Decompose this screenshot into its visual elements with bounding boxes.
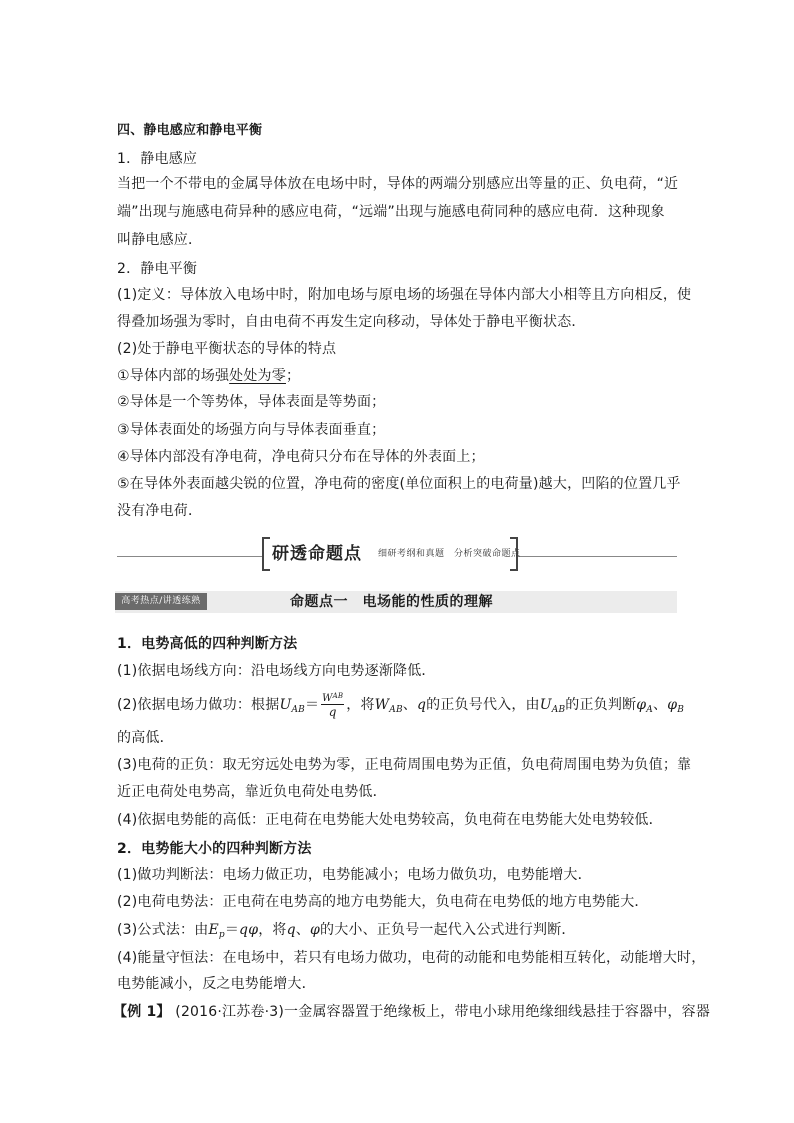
formula-subscript: AB (389, 705, 403, 715)
method-text: ，将 (258, 922, 287, 938)
method-text: 的大小、正负号一起代入公式进行判断． (320, 922, 576, 938)
paragraph-line: (1)定义：导体放入电场中时，附加电场与原电场的场强在导体内部大小相等且方向相反，使 (117, 287, 692, 303)
banner-bracket-left (262, 537, 270, 571)
topic-title: 命题点一 电场能的性质的理解 (290, 594, 493, 610)
formula-symbol: U (279, 697, 292, 713)
formula-symbol: E (208, 922, 219, 938)
formula-subscript: A (646, 705, 653, 715)
formula-subscript: B (677, 705, 685, 715)
method-item: 近正电荷处电势高，靠近负电荷处电势低． (117, 784, 387, 800)
example-line (113, 1001, 710, 1023)
banner-title: 研透命题点 (272, 544, 362, 564)
feature-text: ； (285, 368, 301, 384)
feature-item: 没有净电荷． (117, 503, 203, 519)
method-item: 电势能减小，反之电势能增大． (117, 976, 316, 992)
feature-item: ③导体表面处的场强方向与导体表面垂直； (117, 422, 386, 438)
method-item: 的高低． (117, 730, 174, 746)
method-text: (3)公式法：由 (117, 922, 209, 938)
example-source: (2016·江苏卷·3) (175, 1004, 285, 1020)
formula-superscript: AB (332, 692, 344, 700)
method-text: 的正负判断 (565, 697, 637, 713)
banner-rule-left (117, 556, 262, 557)
feature-text: ①导体内部的场强 (117, 368, 230, 384)
formula-symbol: φ (667, 697, 678, 713)
method-text: 、 (652, 697, 668, 713)
banner-rule-right (518, 556, 677, 557)
method-text: 、 (402, 697, 417, 713)
subsection-title: 1．静电感应 (117, 151, 198, 167)
formula-symbol: φ (309, 922, 320, 938)
subsection-title: 2．静电平衡 (117, 261, 198, 277)
method-item: (1)做功判断法：电场力做正功，电势能减小；电场力做负功，电势能增大． (117, 867, 592, 883)
method-text: 的正负号代入，由 (426, 697, 540, 713)
formula-equals: ＝ (224, 922, 240, 938)
section-heading: 四、静电感应和静电平衡 (117, 123, 263, 138)
method-item: (3)电荷的正负：取无穷远处电势为零，正电荷周围电势为正值，负电荷周围电势为负值；靠 (117, 757, 692, 773)
topic-tag: 高考热点/讲透练熟 (115, 593, 207, 610)
formula-symbol: φ (636, 697, 647, 713)
features-title: (2)处于静电平衡状态的导体的特点 (117, 341, 337, 357)
example-text: 一金属容器置于绝缘板上，带电小球用绝缘细线悬挂于容器中，容器 (284, 1004, 711, 1020)
formula-subscript: AB (551, 705, 566, 715)
paragraph-line: 端”出现与施感电荷异种的感应电荷，“远端”出现与施感电荷同种的感应电荷．这种现象 (117, 204, 665, 220)
method-group-title: 2．电势能大小的四种判断方法 (117, 841, 312, 857)
fraction-numerator (321, 691, 344, 705)
method-text: (2)依据电场力做功：根据 (117, 697, 280, 713)
paragraph-line: 得叠加场强为零时，自由电荷不再发生定向移动，导体处于静电平衡状态． (117, 314, 586, 330)
fraction (321, 691, 344, 719)
formula-symbol: U (539, 697, 552, 713)
formula-symbol: q (416, 697, 427, 713)
feature-item (117, 365, 300, 387)
formula-subscript: p (218, 930, 225, 940)
method-item: (1)依据电场线方向：沿电场线方向电势逐渐降低． (117, 663, 436, 679)
feature-item: ②导体是一个等势体，导体表面是等势面； (117, 394, 386, 410)
feature-item: ⑤在导体外表面越尖锐的位置，净电荷的密度(单位面积上的电荷量)越大，凹陷的位置几乎 (117, 476, 681, 492)
method-item: (2)电荷电势法：正电荷在电势高的地方电势能大，负电荷在电势低的地方电势能大． (117, 894, 649, 910)
paragraph-line: 叫静电感应． (117, 232, 203, 248)
formula-symbol: q (286, 922, 296, 938)
paragraph-line: 当把一个不带电的金属导体放在电场中时，导体的两端分别感应出等量的正、负电荷，“近 (117, 176, 679, 192)
formula-subscript: AB (291, 705, 305, 715)
method-item: (4)能量守恒法：在电场中，若只有电场力做功，电荷的动能和电势能相互转化，动能增大时， (117, 950, 706, 966)
formula-symbol: W (374, 697, 390, 713)
formula-symbol: qφ (239, 922, 259, 938)
formula-equals: ＝ (304, 697, 320, 713)
method-item (117, 690, 684, 725)
method-group-title: 1．电势高低的四种判断方法 (117, 636, 298, 652)
formula-symbol: W (322, 693, 333, 704)
method-item: (4)依据电势能的高低：正电荷在电势能大处电势较高，负电荷在电势能大处电势较低． (117, 812, 663, 828)
feature-item: ④导体内部没有净电荷，净电荷只分布在导体的外表面上； (117, 449, 485, 465)
example-label: 【例 1】 (113, 1004, 171, 1020)
method-text: ，将 (346, 697, 375, 713)
fraction-denominator: q (328, 705, 337, 719)
underlined-term: 处处为零 (229, 368, 286, 384)
method-text: 、 (295, 922, 310, 938)
banner-subtitle: 细研考纲和真题 分析突破命题点 (378, 549, 521, 559)
method-item (117, 919, 576, 946)
